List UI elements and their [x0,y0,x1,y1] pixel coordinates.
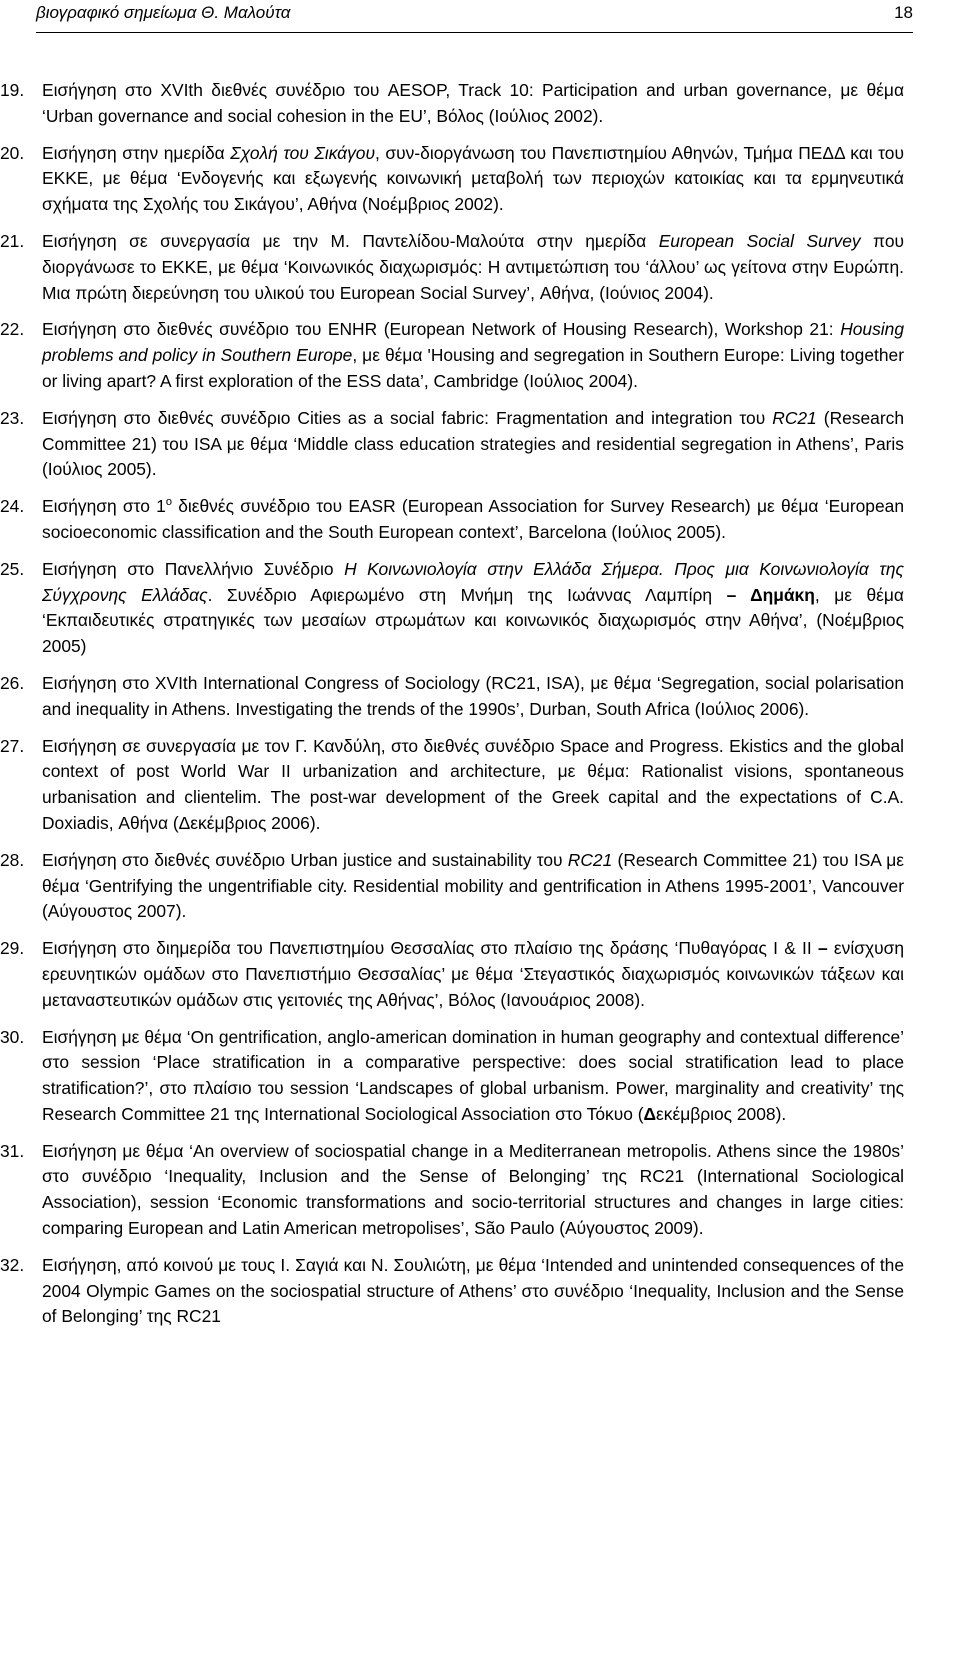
item-text [42,141,904,218]
text-run: Εισήγηση στο διεθνές συνέδριο Cities as a social fabric: Fragmentation and integration του [42,407,773,428]
text-run: Εισήγηση στο διεθνές συνέδριο Urban justice and sustainability του [42,849,568,870]
item-text [42,229,904,306]
text-run: Εισήγηση στο διεθνές συνέδριο του ENHR (European Network of Housing Research), Workshop 21: [42,319,841,340]
list-item [0,1139,904,1242]
text-run: Εισήγηση στην ημερίδα [42,142,231,163]
list-item [0,78,904,130]
item-text [42,1139,904,1242]
text-run: ο [165,496,172,509]
text-run: διεθνές συνέδριο του EASR (European Association for Survey Research) με θέμα ‘European socioeconomic classification and the South European context’, Barcelona (Ιούλιος 2005). [42,496,904,542]
list-item [0,1253,904,1330]
item-number: 20. [0,142,25,163]
item-number: 27. [0,735,25,756]
item-number: 32. [0,1254,25,1275]
text-run: – Δημάκη [726,584,815,605]
text-run: Εισήγηση σε συνεργασία με την Μ. Παντελίδου-Μαλούτα στην ημερίδα [42,230,659,251]
item-text [42,406,904,483]
text-run: Housing problems and policy in Southern Europe [42,319,904,366]
text-run: (Research Committee 21) του ISA με θέμα ‘Gentrifying the ungentrifiable city. Residential mobility and gentrification in Athens 1995-2001’, Vancouver (Αύγουστος 2007). [42,849,904,922]
item-text [42,936,904,1013]
text-run: , με θέμα 'Housing and segregation in Southern Europe: Living together or living apart? A first exploration of the ESS data’, Cambridge (Ιούλιος 2004). [42,345,904,391]
item-number: 21. [0,230,25,251]
text-run: ενίσχυση ερευνητικών ομάδων στο Πανεπιστήμιο Θεσσαλίας’ με θέμα ‘Στεγαστικός διαχωρισμός κοινωνικών τάξεων και μεταναστευτικών ομάδων στις γειτονιές της Αθήνας’, Βόλος (Ιανουάριος 2008). [42,938,904,1010]
item-text [42,317,904,394]
item-number: 26. [0,672,25,693]
text-run: , συν-διοργάνωση του Πανεπιστημίου Αθηνών, Τμήμα ΠΕΔΔ και του ΕΚΚΕ, με θέμα ‘Ενδογενής και εξωγενής κοινωνική μεταβολή των περιοχών κατοικίας και τα ερμηνευτικά σχήματα της Σχολής του Σικάγου’, Αθήνα (Νοέμβριος 2002). [42,142,904,215]
item-number: 23. [0,407,25,428]
text-run: RC21 [567,849,613,870]
text-run: Εισήγηση με θέμα ‘On gentrification, anglo-american domination in human geography and contextual difference’ στο session ‘Place stratification in a comparative perspective: does social stratification lead to place stratification?’, στο πλαίσιο του session ‘Landscapes of global urbanism. Power, marginality and creativity’ της Research Committee 21 της International Sociological Association στο Τόκυο ( [42,1026,904,1124]
text-run: – [817,938,828,959]
text-run: , με θέμα ‘Εκπαιδευτικές στρατηγικές των μεσαίων στρωμάτων και κοινωνικός διαχωρισμός στην Αθήνα’, (Νοέμβριος 2005) [42,584,904,657]
list-item [0,671,904,723]
item-number: 24. [0,496,25,517]
list-item [0,557,905,660]
presentation-list [0,78,905,1341]
list-item [0,1025,904,1128]
text-run: RC21 [772,407,817,428]
text-run: Σχολή του Σικάγου [230,142,376,163]
item-number: 28. [0,849,25,870]
list-item [0,494,904,546]
text-run: European Social Survey [658,230,861,251]
item-number: 19. [0,80,25,100]
text-run: Εισήγηση στο 1 [42,496,166,517]
item-number: 25. [0,558,25,579]
text-run: Εισήγηση, από κοινού με τους Ι. Σαγιά και Ν. Σουλιώτη, με θέμα ‘Intended and unintended consequences of the 2004 Olympic Games on the sociospatial structure of Athens’ στο συνέδριο ‘Inequality, Inclusion and the Sense of Belonging’ της RC21 [42,1254,904,1327]
document-title: βιογραφικό σημείωμα Θ. Μαλούτα [36,3,291,22]
text-run: Εισήγηση στο XVIth διεθνές συνέδριο του AESOP, Track 10: Participation and urban governance, με θέμα ‘Urban governance and social cohesion in the EU’, Βόλος (Ιούλιος 2002). [42,80,904,126]
text-run: Εισήγηση σε συνεργασία με τον Γ. Κανδύλη, στο διεθνές συνέδριο Space and Progress. Ekistics and the global context of post World War II urbanization and architecture, με θέμα: Rationalist visions, spontaneous urbanisation and clientelim. The post-war development of the Greek capital and the expectations of C.A. Doxiadis, Αθήνα (Δεκέμβριος 2006). [42,735,904,833]
list-item [0,734,904,837]
text-run: Δ [643,1103,657,1124]
text-run: Εισήγηση στο XVIth International Congress of Sociology (RC21, ISA), με θέμα ‘Segregation, social polarisation and inequality in Athens. Investigating the trends of the 1990s’, Durban, South Africa (Ιούλιος 2006). [42,672,904,719]
item-text [42,671,904,723]
item-text [42,494,904,546]
item-text [42,1253,904,1330]
text-run: (Research Committee 21) του ISA με θέμα ‘Middle class education strategies and residential segregation in Athens’, Paris (Ιούλιος 2005). [42,407,904,480]
item-number: 30. [0,1026,25,1047]
list-item [0,848,904,925]
item-text [42,1025,904,1128]
text-run: που διοργάνωσε το ΕΚΚΕ, με θέμα ‘Κοινωνικός διαχωρισμός: Η αντιμετώπιση του ‘άλλου’ ως γείτονα στην Ευρώπη. Μια πρώτη διερεύνηση του υλικού του European Social Survey’, Αθήνα, (Ιούνιος 2004). [42,230,904,303]
text-run: Εισήγηση στο διημερίδα του Πανεπιστημίου Θεσσαλίας στο πλαίσιο της δράσης ‘Πυθαγόρας Ι & ΙΙ [42,938,818,959]
item-number: 22. [0,319,25,340]
item-number: 31. [0,1140,25,1161]
item-text [42,557,904,660]
item-text [42,734,904,837]
item-text [42,78,904,130]
page-header [36,0,913,33]
item-number: 29. [0,938,25,959]
text-run: Εισήγηση στο Πανελλήνιο Συνέδριο [42,558,345,579]
list-item [0,141,904,218]
list-item [0,406,904,483]
list-item [0,317,904,394]
text-run: Η Κοινωνιολογία στην Ελλάδα Σήμερα. Προς μια Κοινωνιολογία της Σύγχρονης Ελλάδας [42,558,905,605]
text-run: Εισήγηση με θέμα ‘An overview of sociospatial change in a Mediterranean metropolis. Athens since the 1980s’ στο συνέδριο ‘Inequality, Inclusion and the Sense of Belonging’ της RC21 (International Sociological Association), session ‘Economic transformations and socio-territorial structures and changes in large cities: comparing European and Latin American metropolises’, São Paulo (Αύγουστος 2009). [42,1140,904,1239]
list-item [0,229,904,306]
item-text [42,848,904,925]
text-run: εκέμβριος 2008). [656,1103,787,1124]
text-run: . Συνέδριο Αφιερωμένο στη Μνήμη της Ιωάννας Λαμπίρη [207,584,727,605]
list-item [0,936,904,1013]
page-number: 18 [894,3,913,22]
